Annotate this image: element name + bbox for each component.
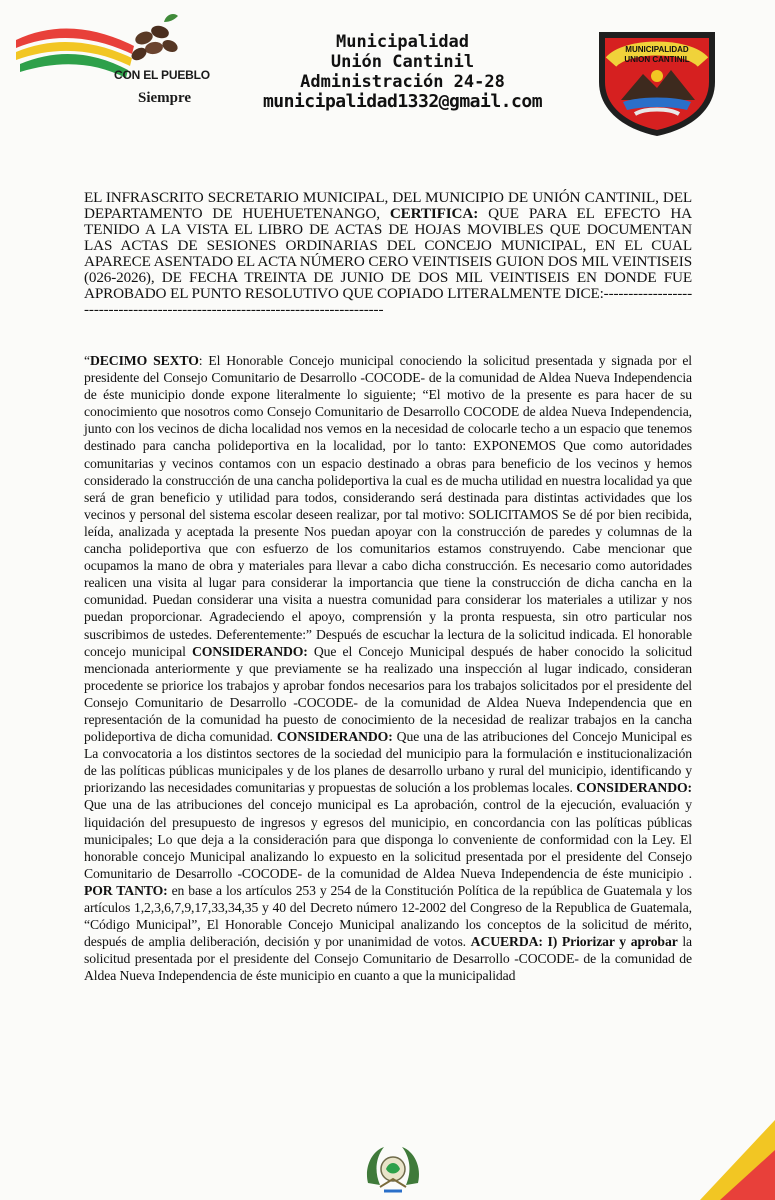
decorative-corner-stripes — [700, 1120, 775, 1200]
contact-email: municipalidad1332@gmail.com — [262, 91, 543, 112]
considerando-label: CONSIDERANDO: — [276, 729, 393, 745]
coffee-beans-icon — [129, 14, 179, 63]
body-text-segment: la solicitud presentada por el presidente del Consejo Comunitario de Desarrollo -COCODE- de la comunidad de Aldea Nueva Independencia de éste municipio en cuanto a que la municipalidad — [84, 934, 693, 984]
municipality-label: Municipalidad — [335, 32, 470, 52]
administration-period: Administración 24-28 — [300, 72, 505, 92]
logo-slogan-line-2: Siempre — [138, 90, 192, 106]
guatemala-coat-of-arms-icon — [362, 1143, 424, 1199]
considerando-label: CONSIDERANDO: — [191, 643, 308, 659]
svg-text:UNION CANTINIL: UNION CANTINIL — [624, 55, 690, 64]
svg-text:MUNICIPALIDAD: MUNICIPALIDAD — [625, 45, 689, 54]
acuerda-label: ACUERDA: I) Priorizar y aprobar — [470, 934, 678, 950]
body-text-segment: Que el Concejo Municipal después de haber conocido la solicitud mencionada anteriormente y que previamente se ha realizado una inspección al lugar indicado, consideran procedente se priorice los trabajos y aprobar fondos necesarios para los trabajos solicitados por el presidente del Consejo Comunitario de Desarrollo -COCODE- de la comunidad de Aldea Nueva Independencia que en representación de la comunidad ha puesto de conocimiento de la necesidad de realizar trabajos en la cancha polideportiva de dicha comunidad. — [84, 643, 692, 745]
municipality-name: Unión Cantinil — [330, 52, 475, 72]
certifica-label: CERTIFICA: — [389, 205, 479, 222]
resolution-body — [84, 352, 692, 984]
body-text-segment: “ — [84, 353, 90, 368]
decimo-sexto-heading: DECIMO SEXTO — [89, 353, 199, 368]
certification-paragraph — [84, 190, 692, 318]
letterhead-title — [215, 32, 590, 112]
letterhead — [0, 0, 775, 150]
body-text-segment: Que una de las atribuciones del concejo municipal es La aprobación, control de la ejecución, evaluación y liquidación del presupuesto de ingresos y egresos del municipio, en concordancia con las políticas públicas municipales; Lo que deja a la consideración para que disponga lo conveniente de conformidad con la Ley. El honorable concejo Municipal analizando lo expuesto en la solicitud presentada por el presidente del Consejo Comunitario de Desarrollo -COCODE- de la comunidad de Aldea Nueva Independencia de éste municipio . — [84, 797, 692, 881]
certification-text-2: QUE PARA EL EFECTO HA TENIDO A LA VISTA EL LIBRO DE ACTAS DE HOJAS MOVIBLES QUE DOCUMENTAN LAS ACTAS DE SESIONES ORDINARIAS DEL CONCEJO MUNICIPAL, EN EL CUAL APARECE ASENTADO EL ACTA NÚMERO CERO VEINTISEIS GUION DOS MIL VEINTISEIS (026-2026), DE FECHA TREINTA DE JUNIO DE DOS MIL VEINTISEIS EN DONDE FUE APROBADO EL PUNTO RESOLUTIVO QUE COPIADO LITERALMENTE DICE:------------------------------------------------------------------------------- — [84, 205, 692, 318]
body-text-segment: en base a los artículos 253 y 254 de la Constitución Política de la república de Guatemala y los artículos 1,2,3,6,7,9,17,33,34,35 y 40 del Decreto número 12-2002 del Congreso de la Republica de Guatemala, “Código Municipal”, El Honorable Concejo Municipal analizando los conceptos de la solicitud de mérito, después de amplia deliberación, decisión y por unanimidad de votos. — [84, 882, 692, 950]
body-text-segment: Que una de las atribuciones del Concejo Municipal es La convocatoria a los distintos sectores de la sociedad del municipio para la formulación e institucionalización de las políticas públicas municipales y de los planes de desarrollo urbano y rural del municipio, identificando y priorizando las necesidades comunitarias y propuestas de solución a los problemas locales. — [84, 729, 692, 796]
certification-text-1: EL INFRASCRITO SECRETARIO MUNICIPAL, DEL MUNICIPIO DE UNIÓN CANTINIL, DEL DEPARTAMENTO DE HUEHUETENANGO, — [84, 189, 692, 222]
body-text-segment: : El Honorable Concejo municipal conociendo la solicitud presentada y signada por el presidente del Consejo Comunitario de Desarrollo -COCODE- de la comunidad de Aldea Nueva Independencia de éste municipio donde expone literalmente lo siguiente; “El motivo de la presente es para hacer de su conocimiento que nosotros como Consejo Comunitario de Desarrollo COCODE de aldea Nueva Independencia, junto con los vecinos de dicha localidad nos vemos en la necesidad de colocarle techo a un espacio que tenemos destinado para cancha polideportiva en la localidad, por lo tanto: EXPONEMOS Que como autoridades comunitarias y vecinos contamos con un espacio destinado a obras para beneficio de los vecinos y hemos considerado la construcción de una cancha polideportiva la cual es de mucha utilidad en nuestra localidad ya que será de gran beneficio y utilidad para todos, considerando será destinada para distintas actividades que los vecinos y personal del sistema escolar deseen realizar, por tal motivo: SOLICITAMOS Se dé por bien recibida, leída, analizada y aceptada la presente Nos puedan apoyar con la construcción de paredes y columnas de la cancha polideportiva que con esfuerzo de los comunitarios estamos construyendo. Cabe mencionar que ocupamos la mano de obra y materiales para llevar a cabo dicha construcción. Es necesario como autoridades realicen una visita al lugar para considerar la importancia que tiene la construcción de dicha cancha en la comunidad. Puedan considerar una visita a nuestra comunidad para considerar los materiales a utilizar y nos puedan proporcionar. Agradeciendo el apoyo, comprensión y la pronta respuesta, sin otro particular nos suscribimos de ustedes. Deferentemente:” Después de escuchar la lectura de la solicitud indicada. El honorable concejo municipal — [84, 353, 692, 659]
considerando-label: CONSIDERANDO: — [576, 780, 692, 796]
municipal-seal-icon — [587, 22, 727, 138]
logo-slogan-line-1: CON EL PUEBLO — [114, 68, 210, 82]
por-tanto-label: POR TANTO: — [84, 882, 168, 898]
